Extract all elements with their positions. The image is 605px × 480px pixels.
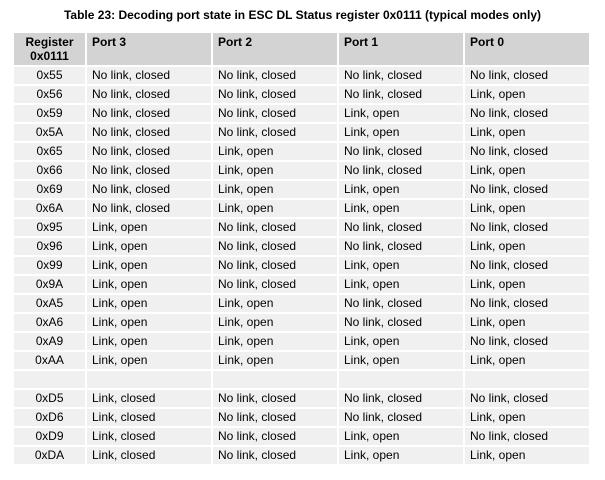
port0-cell: No link, closed bbox=[465, 67, 591, 86]
register-cell: 0x69 bbox=[14, 181, 87, 200]
register-cell: 0xD6 bbox=[14, 409, 87, 428]
port2-cell: No link, closed bbox=[213, 105, 339, 124]
port2-cell: No link, closed bbox=[213, 67, 339, 86]
port2-cell: No link, closed bbox=[213, 409, 339, 428]
port3-cell: No link, closed bbox=[87, 67, 213, 86]
header-port2: Port 2 bbox=[213, 33, 339, 67]
port1-cell: Link, open bbox=[339, 124, 465, 143]
port1-cell: No link, closed bbox=[339, 295, 465, 314]
port2-cell: No link, closed bbox=[213, 390, 339, 409]
header-register-line1: Register bbox=[25, 35, 74, 49]
port2-cell: Link, open bbox=[213, 333, 339, 352]
register-cell: 0x99 bbox=[14, 257, 87, 276]
header-port0: Port 0 bbox=[465, 33, 591, 67]
port2-cell: No link, closed bbox=[213, 257, 339, 276]
table-row bbox=[14, 333, 591, 352]
port1-cell: No link, closed bbox=[339, 162, 465, 181]
port0-cell: Link, open bbox=[465, 447, 591, 466]
port3-cell: Link, closed bbox=[87, 390, 213, 409]
table-row bbox=[14, 409, 591, 428]
table-row bbox=[14, 200, 591, 219]
table-caption: Table 23: Decoding port state in ESC DL Status register 0x0111 (typical modes only) bbox=[63, 8, 542, 22]
header-port3: Port 3 bbox=[87, 33, 213, 67]
table-row bbox=[14, 105, 591, 124]
port3-cell: No link, closed bbox=[87, 162, 213, 181]
register-cell: 0xDA bbox=[14, 447, 87, 466]
port0-cell: No link, closed bbox=[465, 257, 591, 276]
port1-cell: No link, closed bbox=[339, 390, 465, 409]
table-row bbox=[14, 86, 591, 105]
port-state-table bbox=[14, 33, 591, 466]
port1-cell: Link, open bbox=[339, 447, 465, 466]
header-register-line2: 0x0111 bbox=[30, 49, 69, 63]
port1-cell: No link, closed bbox=[339, 314, 465, 333]
port0-cell bbox=[465, 371, 591, 390]
table-row bbox=[14, 314, 591, 333]
port1-cell: No link, closed bbox=[339, 143, 465, 162]
port2-cell: Link, open bbox=[213, 162, 339, 181]
port0-cell: Link, open bbox=[465, 352, 591, 371]
port1-cell: No link, closed bbox=[339, 238, 465, 257]
register-cell: 0x66 bbox=[14, 162, 87, 181]
port0-cell: No link, closed bbox=[465, 105, 591, 124]
port0-cell: No link, closed bbox=[465, 181, 591, 200]
register-cell: 0x56 bbox=[14, 86, 87, 105]
register-cell: 0x55 bbox=[14, 67, 87, 86]
port1-cell: Link, open bbox=[339, 105, 465, 124]
port0-cell: Link, open bbox=[465, 409, 591, 428]
table-row bbox=[14, 390, 591, 409]
port3-cell: No link, closed bbox=[87, 124, 213, 143]
table-row bbox=[14, 67, 591, 86]
port0-cell: No link, closed bbox=[465, 295, 591, 314]
table-row bbox=[14, 276, 591, 295]
port3-cell: Link, open bbox=[87, 295, 213, 314]
port1-cell bbox=[339, 371, 465, 390]
port2-cell: No link, closed bbox=[213, 447, 339, 466]
port2-cell: Link, open bbox=[213, 352, 339, 371]
port3-cell: Link, closed bbox=[87, 428, 213, 447]
register-cell: 0x6A bbox=[14, 200, 87, 219]
port2-cell: No link, closed bbox=[213, 124, 339, 143]
header-port1: Port 1 bbox=[339, 33, 465, 67]
port0-cell: No link, closed bbox=[465, 219, 591, 238]
port0-cell: Link, open bbox=[465, 238, 591, 257]
port2-cell: No link, closed bbox=[213, 276, 339, 295]
table-row bbox=[14, 257, 591, 276]
header-register bbox=[14, 33, 87, 67]
table-header bbox=[14, 33, 591, 67]
register-cell bbox=[14, 371, 87, 390]
port1-cell: Link, open bbox=[339, 352, 465, 371]
register-cell: 0xA5 bbox=[14, 295, 87, 314]
port3-cell: Link, open bbox=[87, 333, 213, 352]
table-row bbox=[14, 238, 591, 257]
table-row bbox=[14, 219, 591, 238]
register-cell: 0x59 bbox=[14, 105, 87, 124]
port3-cell: No link, closed bbox=[87, 86, 213, 105]
port3-cell: Link, open bbox=[87, 219, 213, 238]
port1-cell: Link, open bbox=[339, 276, 465, 295]
port3-cell: Link, open bbox=[87, 314, 213, 333]
port3-cell: Link, closed bbox=[87, 447, 213, 466]
header-row bbox=[14, 33, 591, 67]
table-row bbox=[14, 162, 591, 181]
port0-cell: No link, closed bbox=[465, 390, 591, 409]
port0-cell: Link, open bbox=[465, 162, 591, 181]
port3-cell: Link, open bbox=[87, 238, 213, 257]
register-cell: 0x65 bbox=[14, 143, 87, 162]
register-cell: 0xAA bbox=[14, 352, 87, 371]
port3-cell: Link, open bbox=[87, 276, 213, 295]
port2-cell: Link, open bbox=[213, 200, 339, 219]
port2-cell: Link, open bbox=[213, 143, 339, 162]
port3-cell bbox=[87, 371, 213, 390]
port2-cell: Link, open bbox=[213, 314, 339, 333]
port3-cell: Link, open bbox=[87, 352, 213, 371]
register-cell: 0xD9 bbox=[14, 428, 87, 447]
table-row bbox=[14, 428, 591, 447]
port0-cell: Link, open bbox=[465, 86, 591, 105]
port1-cell: No link, closed bbox=[339, 86, 465, 105]
register-cell: 0x95 bbox=[14, 219, 87, 238]
table-row bbox=[14, 352, 591, 371]
port1-cell: Link, open bbox=[339, 333, 465, 352]
port3-cell: Link, closed bbox=[87, 409, 213, 428]
register-cell: 0x9A bbox=[14, 276, 87, 295]
port2-cell: No link, closed bbox=[213, 86, 339, 105]
port0-cell: No link, closed bbox=[465, 143, 591, 162]
port3-cell: No link, closed bbox=[87, 181, 213, 200]
port2-cell: Link, open bbox=[213, 295, 339, 314]
port3-cell: No link, closed bbox=[87, 105, 213, 124]
port0-cell: No link, closed bbox=[465, 428, 591, 447]
register-cell: 0xA6 bbox=[14, 314, 87, 333]
port0-cell: Link, open bbox=[465, 124, 591, 143]
register-cell: 0x96 bbox=[14, 238, 87, 257]
port2-cell: Link, open bbox=[213, 181, 339, 200]
port0-cell: Link, open bbox=[465, 200, 591, 219]
port0-cell: Link, open bbox=[465, 314, 591, 333]
port1-cell: Link, open bbox=[339, 257, 465, 276]
port2-cell: No link, closed bbox=[213, 219, 339, 238]
port1-cell: Link, open bbox=[339, 428, 465, 447]
port1-cell: Link, open bbox=[339, 181, 465, 200]
table-row bbox=[14, 181, 591, 200]
table-row bbox=[14, 143, 591, 162]
port1-cell: Link, open bbox=[339, 200, 465, 219]
table-spacer-row bbox=[14, 371, 591, 390]
register-cell: 0x5A bbox=[14, 124, 87, 143]
port0-cell: No link, closed bbox=[465, 333, 591, 352]
port3-cell: No link, closed bbox=[87, 143, 213, 162]
register-cell: 0xD5 bbox=[14, 390, 87, 409]
table-row bbox=[14, 447, 591, 466]
port3-cell: Link, open bbox=[87, 257, 213, 276]
port1-cell: No link, closed bbox=[339, 219, 465, 238]
register-cell: 0xA9 bbox=[14, 333, 87, 352]
port2-cell: No link, closed bbox=[213, 238, 339, 257]
port1-cell: No link, closed bbox=[339, 67, 465, 86]
port2-cell: No link, closed bbox=[213, 428, 339, 447]
port2-cell bbox=[213, 371, 339, 390]
table-body bbox=[14, 67, 591, 466]
table-row bbox=[14, 124, 591, 143]
port1-cell: No link, closed bbox=[339, 409, 465, 428]
table-row bbox=[14, 295, 591, 314]
port0-cell: Link, open bbox=[465, 276, 591, 295]
port3-cell: No link, closed bbox=[87, 200, 213, 219]
